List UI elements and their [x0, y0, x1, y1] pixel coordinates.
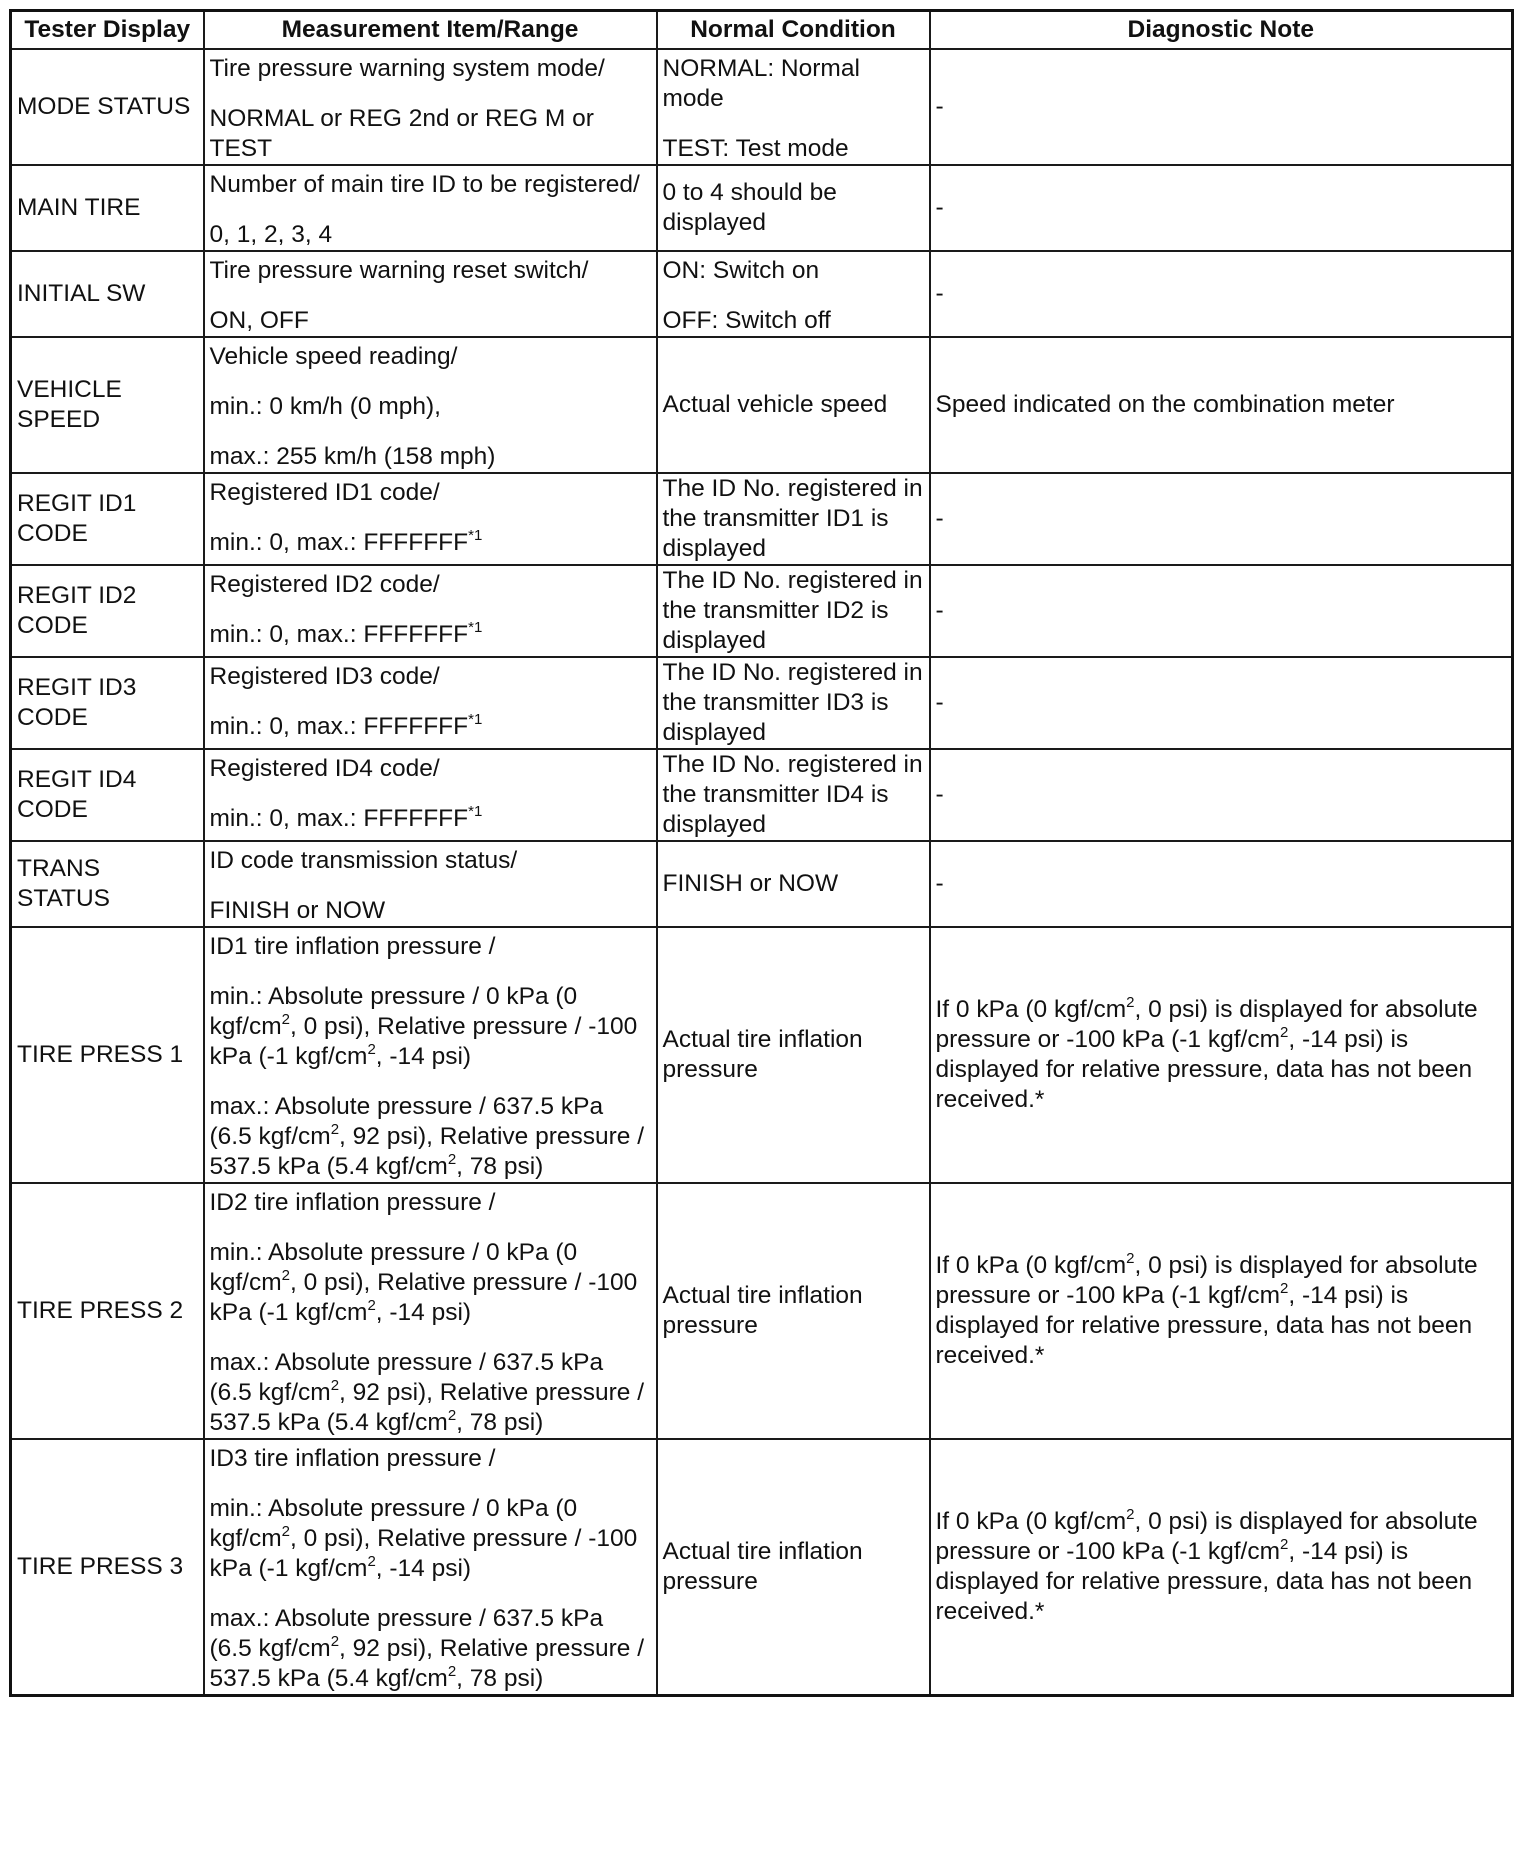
- measurement-cell: [204, 49, 657, 165]
- tester-display-cell: TRANS STATUS: [11, 841, 204, 927]
- measurement-min: min.: Absolute pressure / 0 kPa (0 kgf/$cm^2$, 0 psi), Relative pressure / -100 kPa (-1 kgf/$cm^2$, -14 psi): [209, 1495, 638, 1582]
- diagnostic-note-cell: -: [930, 49, 1513, 165]
- measurement-cell: [204, 165, 657, 251]
- measurement-item: Tire pressure warning system mode/: [209, 55, 605, 82]
- measurement-range: min.: 0 km/h (0 mph),: [209, 393, 441, 420]
- measurement-cell: [204, 657, 657, 749]
- measurement-range: min.: 0, max.: FFFFFFF$^{*1}$: [209, 619, 483, 648]
- measurement-item: Tire pressure warning reset switch/: [209, 257, 589, 284]
- measurement-item: ID2 tire inflation pressure /: [209, 1189, 496, 1216]
- diagnostic-note-cell: -: [930, 565, 1513, 657]
- tester-display-cell: TIRE PRESS 1: [11, 927, 204, 1183]
- diagnostic-note-cell: If 0 kPa (0 kgf/$cm^2$, 0 psi) is displayed for absolute pressure or -100 kPa (-1 kgf/$cm^2$, -14 psi) is displayed for relative pressure, data has not been received.*: [930, 1183, 1513, 1439]
- table-row: [11, 473, 1513, 565]
- normal-condition-cell: The ID No. registered in the transmitter ID1 is displayed: [657, 473, 930, 565]
- measurement-cell: [204, 251, 657, 337]
- measurement-cell: [204, 473, 657, 565]
- footnote-marker: *1: [468, 527, 483, 544]
- condition-line: OFF: Switch off: [662, 307, 831, 334]
- normal-condition-cell: Actual tire inflation pressure: [657, 927, 930, 1183]
- measurement-item: Number of main tire ID to be registered/: [209, 171, 640, 198]
- header-measurement-item: Measurement Item/Range: [204, 11, 657, 50]
- measurement-max: max.: Absolute pressure / 637.5 kPa (6.5 kgf/$cm^2$, 92 psi), Relative pressure / 537.5 kPa (5.4 kgf/$cm^2$, 78 psi): [209, 1349, 645, 1436]
- measurement-item: ID3 tire inflation pressure /: [209, 1445, 496, 1472]
- diagnostic-note-cell: -: [930, 165, 1513, 251]
- normal-condition-cell: [657, 251, 930, 337]
- measurement-range: NORMAL or REG 2nd or REG M or TEST: [209, 105, 594, 162]
- table-row: [11, 749, 1513, 841]
- table-header-row: [11, 11, 1513, 50]
- table-row: [11, 1183, 1513, 1439]
- normal-condition-cell: The ID No. registered in the transmitter ID3 is displayed: [657, 657, 930, 749]
- measurement-item: ID1 tire inflation pressure /: [209, 933, 496, 960]
- normal-condition-cell: The ID No. registered in the transmitter ID2 is displayed: [657, 565, 930, 657]
- tester-display-cell: MODE STATUS: [11, 49, 204, 165]
- diagnostic-note-cell: -: [930, 251, 1513, 337]
- measurement-item: Registered ID1 code/: [209, 479, 440, 506]
- tester-display-cell: REGIT ID3 CODE: [11, 657, 204, 749]
- normal-condition-cell: Actual vehicle speed: [657, 337, 930, 473]
- measurement-max: max.: Absolute pressure / 637.5 kPa (6.5 kgf/$cm^2$, 92 psi), Relative pressure / 537.5 kPa (5.4 kgf/$cm^2$, 78 psi): [209, 1605, 645, 1692]
- measurement-item: ID code transmission status/: [209, 847, 518, 874]
- normal-condition-cell: The ID No. registered in the transmitter ID4 is displayed: [657, 749, 930, 841]
- normal-condition-cell: Actual tire inflation pressure: [657, 1183, 930, 1439]
- measurement-range: ON, OFF: [209, 307, 309, 334]
- measurement-item: Registered ID3 code/: [209, 663, 440, 690]
- measurement-cell: [204, 1439, 657, 1696]
- tester-display-cell: VEHICLE SPEED: [11, 337, 204, 473]
- table-row: [11, 251, 1513, 337]
- normal-condition-cell: [657, 49, 930, 165]
- diagnostic-note-cell: -: [930, 841, 1513, 927]
- measurement-range: min.: 0, max.: FFFFFFF$^{*1}$: [209, 527, 483, 556]
- data-monitor-table: [9, 9, 1514, 1697]
- measurement-range: min.: 0, max.: FFFFFFF$^{*1}$: [209, 803, 483, 832]
- footnote-marker: *1: [468, 803, 483, 820]
- diagnostic-note-cell: -: [930, 473, 1513, 565]
- tester-display-cell: INITIAL SW: [11, 251, 204, 337]
- normal-condition-cell: 0 to 4 should be displayed: [657, 165, 930, 251]
- table-row: [11, 657, 1513, 749]
- diagnostic-note-cell: -: [930, 749, 1513, 841]
- header-diagnostic-note: Diagnostic Note: [930, 11, 1513, 50]
- footnote-marker: *1: [468, 711, 483, 728]
- condition-line: ON: Switch on: [662, 257, 820, 284]
- diagnostic-note-cell: -: [930, 657, 1513, 749]
- measurement-range: 0, 1, 2, 3, 4: [209, 221, 333, 248]
- document-page: [9, 9, 1511, 1697]
- measurement-min: min.: Absolute pressure / 0 kPa (0 kgf/$cm^2$, 0 psi), Relative pressure / -100 kPa (-1 kgf/$cm^2$, -14 psi): [209, 983, 638, 1070]
- header-normal-condition: Normal Condition: [657, 11, 930, 50]
- measurement-item: Registered ID2 code/: [209, 571, 440, 598]
- normal-condition-cell: FINISH or NOW: [657, 841, 930, 927]
- measurement-item: Vehicle speed reading/: [209, 343, 458, 370]
- measurement-cell: [204, 841, 657, 927]
- tester-display-cell: REGIT ID1 CODE: [11, 473, 204, 565]
- table-row: [11, 927, 1513, 1183]
- diagnostic-note-cell: If 0 kPa (0 kgf/$cm^2$, 0 psi) is displayed for absolute pressure or -100 kPa (-1 kgf/$cm^2$, -14 psi) is displayed for relative pressure, data has not been received.*: [930, 927, 1513, 1183]
- diagnostic-note-cell: If 0 kPa (0 kgf/$cm^2$, 0 psi) is displayed for absolute pressure or -100 kPa (-1 kgf/$cm^2$, -14 psi) is displayed for relative pressure, data has not been received.*: [930, 1439, 1513, 1696]
- measurement-cell: [204, 337, 657, 473]
- table-row: [11, 565, 1513, 657]
- tester-display-cell: REGIT ID2 CODE: [11, 565, 204, 657]
- table-row: [11, 1439, 1513, 1696]
- diagnostic-note-cell: Speed indicated on the combination meter: [930, 337, 1513, 473]
- tester-display-cell: MAIN TIRE: [11, 165, 204, 251]
- table-row: [11, 49, 1513, 165]
- tester-display-cell: TIRE PRESS 2: [11, 1183, 204, 1439]
- measurement-cell: [204, 565, 657, 657]
- condition-line: TEST: Test mode: [662, 135, 849, 162]
- tester-display-cell: TIRE PRESS 3: [11, 1439, 204, 1696]
- table-row: [11, 841, 1513, 927]
- measurement-max: max.: Absolute pressure / 637.5 kPa (6.5 kgf/$cm^2$, 92 psi), Relative pressure / 537.5 kPa (5.4 kgf/$cm^2$, 78 psi): [209, 1093, 645, 1180]
- table-row: [11, 165, 1513, 251]
- tester-display-cell: REGIT ID4 CODE: [11, 749, 204, 841]
- measurement-range: FINISH or NOW: [209, 897, 386, 924]
- footnote-marker: *1: [468, 619, 483, 636]
- measurement-range: min.: 0, max.: FFFFFFF$^{*1}$: [209, 711, 483, 740]
- measurement-cell: [204, 749, 657, 841]
- measurement-range: max.: 255 km/h (158 mph): [209, 443, 496, 470]
- measurement-cell: [204, 1183, 657, 1439]
- measurement-cell: [204, 927, 657, 1183]
- measurement-min: min.: Absolute pressure / 0 kPa (0 kgf/$cm^2$, 0 psi), Relative pressure / -100 kPa (-1 kgf/$cm^2$, -14 psi): [209, 1239, 638, 1326]
- header-tester-display: Tester Display: [11, 11, 204, 50]
- normal-condition-cell: Actual tire inflation pressure: [657, 1439, 930, 1696]
- measurement-item: Registered ID4 code/: [209, 755, 440, 782]
- table-row: [11, 337, 1513, 473]
- condition-line: NORMAL: Normal mode: [662, 55, 860, 112]
